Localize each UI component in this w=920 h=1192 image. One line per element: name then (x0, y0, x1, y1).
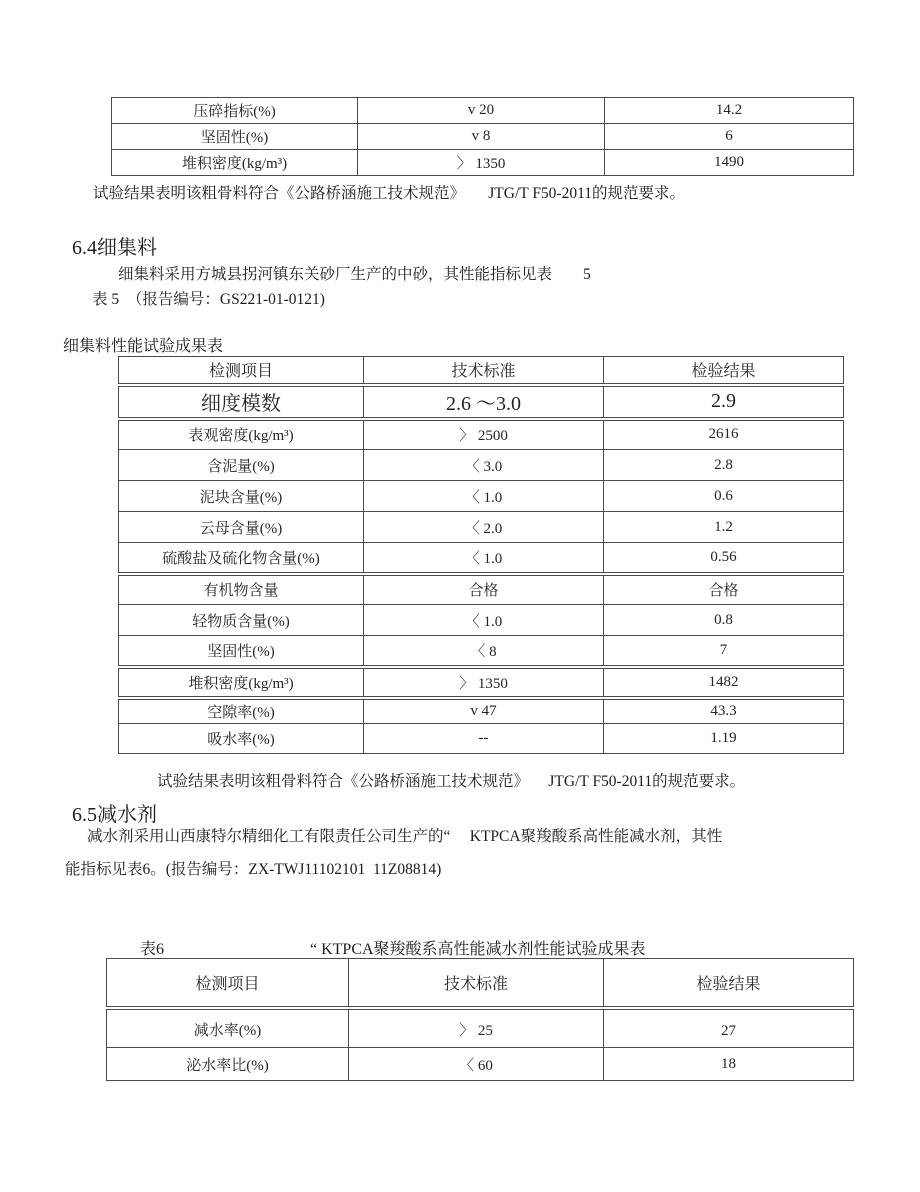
table-row (112, 124, 854, 150)
cell-item: 压碎指标(%) (112, 98, 358, 124)
header-cell-item: 检测项目 (107, 959, 349, 1008)
table-row (119, 636, 844, 667)
cell-result: 1.2 (604, 512, 844, 543)
table-row (119, 512, 844, 543)
section-heading-6-4: 6.4细集料 (72, 237, 157, 259)
table-row (112, 98, 854, 124)
cell-item: 云母含量(%) (119, 512, 364, 543)
cell-item: 有机物含量 (119, 574, 364, 605)
coarse-result-note: 试验结果表明该粗骨料符合《公路桥涵施工技术规范》 JTG/T F50-2011的规范要求。 (93, 185, 686, 202)
cell-standard: 〈 8 (364, 636, 604, 667)
cell-item: 堆积密度(kg/m³) (112, 150, 358, 176)
cell-item: 空隙率(%) (119, 698, 364, 724)
admixture-intro-line2: 能指标见表6。(报告编号：ZX-TWJ11102101 11Z08814) (65, 861, 442, 878)
cell-standard: 〈 1.0 (364, 543, 604, 574)
cell-item: 减水率(%) (107, 1008, 349, 1048)
cell-standard: 〈 3.0 (364, 450, 604, 481)
cell-standard: 〉 25 (349, 1008, 604, 1048)
cell-item: 坚固性(%) (112, 124, 358, 150)
table-row (119, 667, 844, 698)
fine-result-note: 试验结果表明该粗骨料符合《公路桥涵施工技术规范》 JTG/T F50-2011的规范要求。 (157, 773, 746, 790)
cell-result: 2.8 (604, 450, 844, 481)
cell-standard: 合格 (364, 574, 604, 605)
cell-item: 吸水率(%) (119, 724, 364, 754)
table-row (119, 543, 844, 574)
cell-item: 含泥量(%) (119, 450, 364, 481)
table-row (119, 450, 844, 481)
cell-result: 1482 (604, 667, 844, 698)
table5-caption: 细集料性能试验成果表 (63, 338, 224, 355)
cell-item: 坚固性(%) (119, 636, 364, 667)
cell-item: 泌水率比(%) (107, 1048, 349, 1081)
cell-standard: v 47 (364, 698, 604, 724)
cell-result: 0.8 (604, 605, 844, 636)
cell-result: 14.2 (605, 98, 854, 124)
table-header-row (107, 959, 854, 1008)
cell-item: 泥块含量(%) (119, 481, 364, 512)
cell-standard: 〉 2500 (364, 419, 604, 450)
cell-result: 合格 (604, 574, 844, 605)
fine-aggregate-intro: 细集料采用方城县拐河镇东关砂厂生产的中砂，其性能指标见表 5 (118, 266, 591, 283)
cell-standard: 〉 1350 (358, 150, 605, 176)
cell-result: 2.9 (604, 385, 844, 419)
table-row (107, 1008, 854, 1048)
header-cell-item: 检测项目 (119, 357, 364, 385)
cell-standard: 2.6 ～3.0 (364, 385, 604, 419)
cell-standard: 〈 2.0 (364, 512, 604, 543)
table-row (119, 574, 844, 605)
table-row (119, 419, 844, 450)
cell-item: 硫酸盐及硫化物含量(%) (119, 543, 364, 574)
cell-standard: 〈 60 (349, 1048, 604, 1081)
cell-result: 2616 (604, 419, 844, 450)
cell-result: 43.3 (604, 698, 844, 724)
cell-standard: v 8 (358, 124, 605, 150)
cell-result: 7 (604, 636, 844, 667)
coarse-aggregate-table (111, 97, 854, 176)
cell-item: 细度模数 (119, 385, 364, 419)
table-row (119, 724, 844, 754)
cell-result: 1.19 (604, 724, 844, 754)
cell-item: 表观密度(kg/m³) (119, 419, 364, 450)
header-cell-standard: 技术标准 (364, 357, 604, 385)
table-row (119, 605, 844, 636)
table-row (119, 481, 844, 512)
header-cell-result: 检验结果 (604, 357, 844, 385)
table-row (107, 1048, 854, 1081)
cell-standard: 〈 1.0 (364, 605, 604, 636)
table6-caption: “ KTPCA聚羧酸系高性能减水剂性能试验成果表 (310, 941, 646, 958)
table-header-row (119, 357, 844, 385)
cell-item: 堆积密度(kg/m³) (119, 667, 364, 698)
section-heading-6-5: 6.5减水剂 (72, 804, 157, 826)
table-row (119, 698, 844, 724)
fine-aggregate-table (118, 356, 844, 754)
cell-result: 1490 (605, 150, 854, 176)
header-cell-standard: 技术标准 (349, 959, 604, 1008)
header-cell-result: 检验结果 (604, 959, 854, 1008)
cell-standard: v 20 (358, 98, 605, 124)
table-row (119, 385, 844, 419)
cell-standard: 〉 1350 (364, 667, 604, 698)
cell-result: 6 (605, 124, 854, 150)
cell-result: 27 (604, 1008, 854, 1048)
cell-result: 0.6 (604, 481, 844, 512)
cell-standard: -- (364, 724, 604, 754)
admixture-intro-line1: 减水剂采用山西康特尔精细化工有限责任公司生产的“ KTPCA聚羧酸系高性能减水剂，其性 (87, 828, 723, 845)
cell-result: 18 (604, 1048, 854, 1081)
table-row (112, 150, 854, 176)
table6-label: 表6 (140, 941, 165, 958)
table5-report-ref: 表 5 （报告编号：GS221-01-0121) (92, 291, 325, 308)
cell-result: 0.56 (604, 543, 844, 574)
cell-item: 轻物质含量(%) (119, 605, 364, 636)
cell-standard: 〈 1.0 (364, 481, 604, 512)
admixture-table (106, 958, 854, 1081)
